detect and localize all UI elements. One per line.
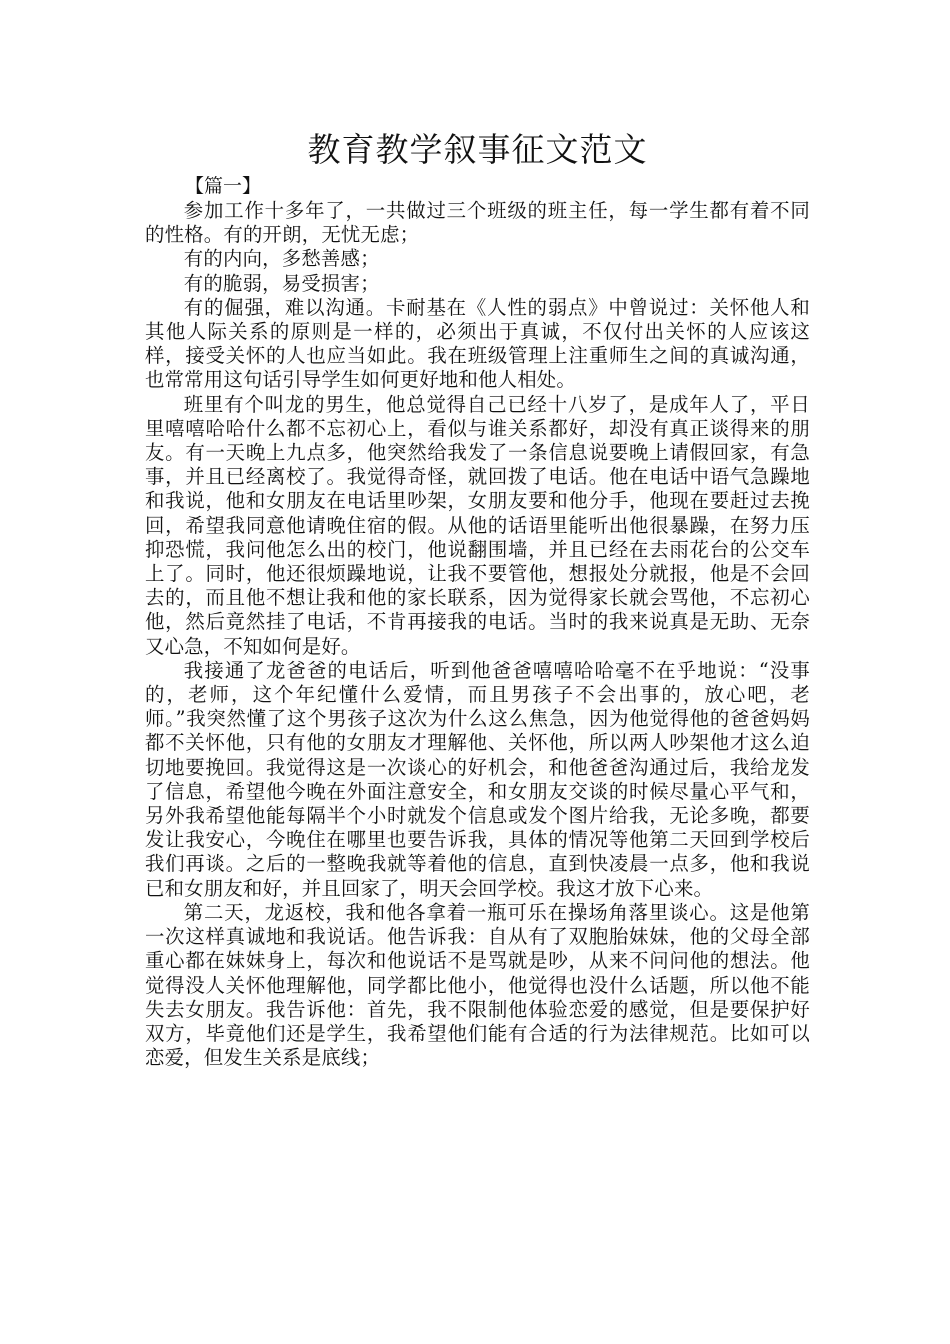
document-title: 教育教学叙事征文范文 (307, 130, 648, 169)
paragraph: 有的倔强，难以沟通。卡耐基在《人性的弱点》中曾说过：关怀他人和其他人际关系的原则是一样的，必须出于真诚，不仅付出关怀的人应该这样，接受关怀的人也应当如此。我在班级管理上注重师生之间的真诚沟通，也常常用这句话引导学生如何更好地和他人相处。 (145, 295, 810, 392)
paragraph: 我接通了龙爸爸的电话后，听到他爸爸嘻嘻哈哈毫不在乎地说：“没事的，老师，这个年纪懂什么爱情，而且男孩子不会出事的，放心吧，老师。”我突然懂了这个男孩子这次为什么这么焦急，因为他觉得他的爸爸妈妈都不关怀他，只有他的女朋友才理解他、关怀他，所以两人吵架他才这么迫切地要挽回。我觉得这是一次谈心的好机会，和他爸爸沟通过后，我给龙发了信息，希望他今晚在外面注意安全，和女朋友交谈的时候尽量心平气和，另外我希望他能每隔半个小时就发个信息或发个图片给我，无论多晚，都要发让我安心，今晚住在哪里也要告诉我，具体的情况等他第二天回到学校后我们再谈。之后的一整晚我就等着他的信息，直到快凌晨一点多，他和我说已和女朋友和好，并且回家了，明天会回学校。我这才放下心来。 (145, 658, 810, 900)
section-label: 【篇一】 (185, 175, 262, 197)
paragraph: 有的脆弱，易受损害； (183, 271, 380, 295)
paragraph: 有的内向，多愁善感； (183, 247, 380, 271)
paragraph: 第二天，龙返校，我和他各拿着一瓶可乐在操场角落里谈心。这是他第一次这样真诚地和我说话。他告诉我：自从有了双胞胎妹妹，他的父母全部重心都在妹妹身上，每次和他说话不是骂就是吵，从来不问问他的想法。他觉得没人关怀他理解他，同学都比他小，他觉得也没什么话题，所以他不能失去女朋友。我告诉他：首先，我不限制他体验恋爱的感觉，但是要保护好双方，毕竟他们还是学生，我希望他们能有合适的行为法律规范。比如可以恋爱，但发生关系是底线； (145, 900, 810, 1070)
paragraph: 班里有个叫龙的男生，他总觉得自己已经十八岁了，是成年人了，平日里嘻嘻哈哈什么都不忘初心上，看似与谁关系都好，却没有真正谈得来的朋友。有一天晚上九点多，他突然给我发了一条信息说要晚上请假回家，有急事，并且已经离校了。我觉得奇怪，就回拨了电话。他在电话中语气急躁地和我说，他和女朋友在电话里吵架，女朋友要和他分手，他现在要赶过去挽回，希望我同意他请晚住宿的假。从他的话语里能听出他很暴躁，在努力压抑恐慌，我问他怎么出的校门，他说翻围墙，并且已经在去雨花台的公交车上了。同时，他还很烦躁地说，让我不要管他，想报处分就报，他是不会回去的，而且他不想让我和他的家长联系，因为觉得家长就会骂他，不忘初心他，然后竟然挂了电话，不肯再接我的电话。当时的我来说真是无助、无奈又心急，不知如何是好。 (145, 392, 810, 658)
paragraph: 参加工作十多年了，一共做过三个班级的班主任，每一学生都有着不同的性格。有的开朗，无忧无虑； (145, 199, 810, 247)
document-page (145, 128, 810, 1070)
